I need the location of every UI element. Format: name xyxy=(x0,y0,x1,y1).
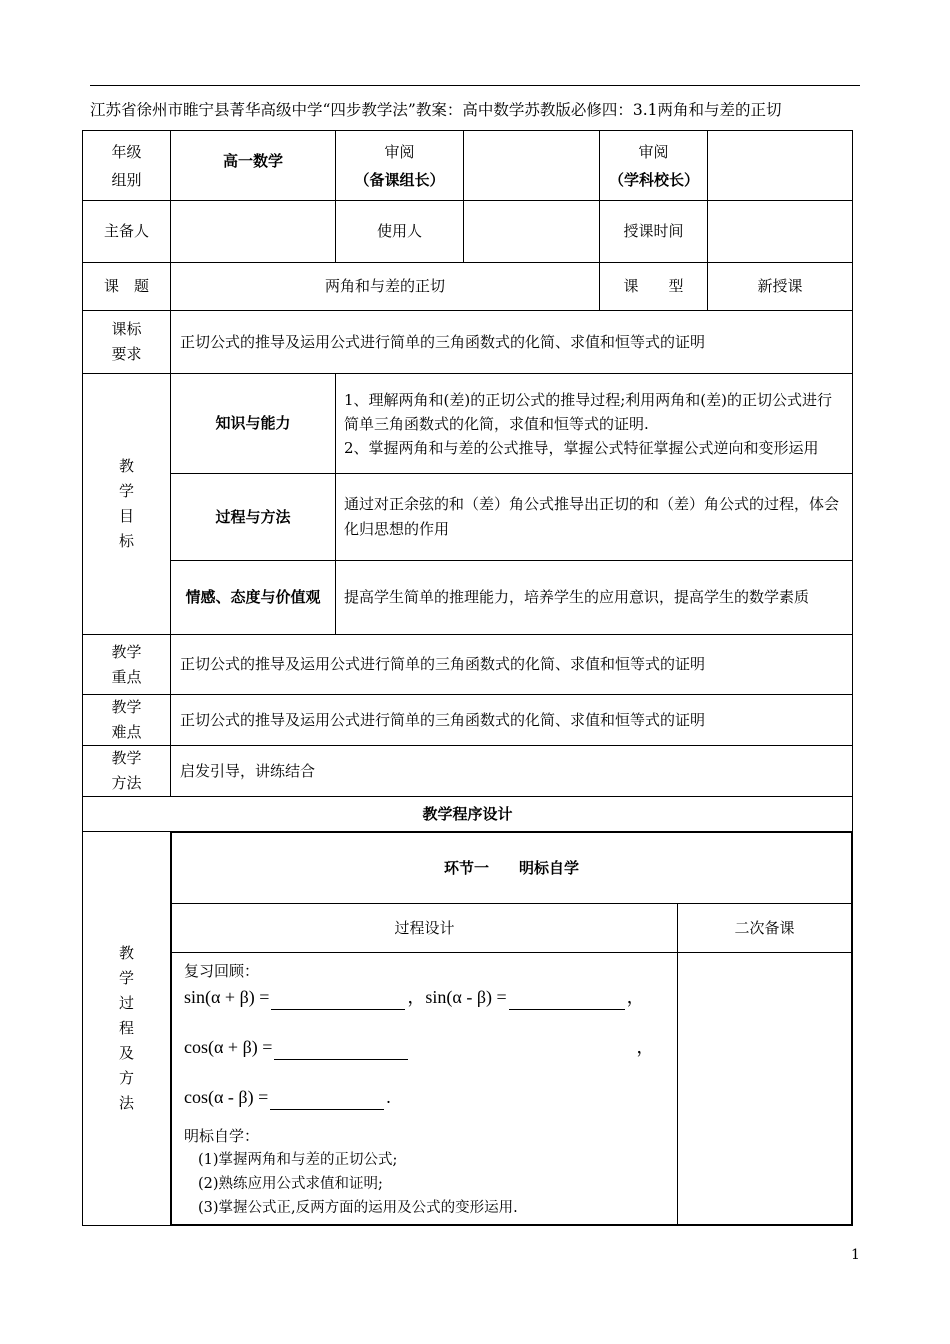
formula-cos-minus: cos(α - β) = xyxy=(184,1086,269,1107)
review2-sub: （学科校长） xyxy=(609,170,700,189)
blank-cos-plus[interactable] xyxy=(274,1041,408,1060)
key-point-row xyxy=(83,635,853,695)
process-label-char: 方 xyxy=(118,1069,134,1087)
difficulty-value: 正切公式的推导及运用公式进行简单的三角函数式的化简、求值和恒等式的证明 xyxy=(171,695,853,746)
study-step: (1)掌握两角和与差的正切公式; xyxy=(198,1151,398,1168)
goal-text-process: 通过对正余弦的和（差）角公式推导出正切的和（差）角公式的过程，体会化归思想的作用 xyxy=(336,474,853,561)
grade-label-line2: 组别 xyxy=(111,170,142,189)
process-label-char: 学 xyxy=(118,969,134,987)
review1-label: 审阅 xyxy=(384,142,415,161)
formula-sin-plus: sin(α + β) = xyxy=(184,986,270,1007)
standard-label-line2: 要求 xyxy=(111,345,142,363)
process-label-char: 及 xyxy=(118,1044,134,1062)
blank-sin-minus[interactable] xyxy=(509,991,625,1010)
document-header: 江苏省徐州市睢宁县菁华高级中学“四步教学法”教案：高中数学苏教版必修四：3.1两角和与差的正切 xyxy=(90,101,782,119)
study-step: (2)熟练应用公式求值和证明; xyxy=(198,1175,383,1192)
user-label: 使用人 xyxy=(336,201,464,263)
type-value: 新授课 xyxy=(708,263,853,311)
author-value[interactable] xyxy=(171,201,336,263)
goal-name-emotion: 情感、态度与价值观 xyxy=(171,561,336,635)
standard-row xyxy=(83,311,853,374)
formula-sin-row: sin(α + β) = ， sin(α - β) = ， xyxy=(184,982,667,1010)
col-second-header: 二次备课 xyxy=(678,904,852,953)
goal-knowledge-line1: 1、理解两角和(差)的正切公式的推导过程;利用两角和(差)的正切公式进行简单三角函数式的化简，求值和恒等式的证明. xyxy=(344,390,833,433)
grade-label-cell xyxy=(83,131,171,201)
goals-label-char: 教 xyxy=(118,457,134,475)
info-row-2 xyxy=(83,201,853,263)
key-point-value: 正切公式的推导及运用公式进行简单的三角函数式的化简、求值和恒等式的证明 xyxy=(171,635,853,695)
second-prep-content[interactable] xyxy=(678,953,852,1225)
difficulty-label xyxy=(83,695,171,746)
difficulty-label-line2: 难点 xyxy=(111,723,142,741)
goal-row-2 xyxy=(83,474,853,561)
goals-label xyxy=(83,374,171,635)
info-row-3 xyxy=(83,263,853,311)
topic-label: 课 题 xyxy=(83,263,171,311)
review1-value[interactable] xyxy=(464,131,600,201)
goal-title: 明标自学： xyxy=(184,1126,260,1145)
standard-value: 正切公式的推导及运用公式进行简单的三角函数式的化简、求值和恒等式的证明 xyxy=(171,311,853,374)
grade-label-line1: 年级 xyxy=(111,142,142,161)
review2-cell xyxy=(600,131,708,201)
review1-cell xyxy=(336,131,464,201)
info-row-1 xyxy=(83,131,853,201)
goal-knowledge-line2: 2、掌握两角和与差的公式推导，掌握公式特征掌握公式逆向和变形运用 xyxy=(344,438,819,457)
method-value: 启发引导，讲练结合 xyxy=(171,746,853,797)
formula-cos-plus-row xyxy=(184,1010,667,1060)
col-design-header: 过程设计 xyxy=(172,904,678,953)
method-label-line1: 教学 xyxy=(111,749,142,767)
user-value[interactable] xyxy=(464,201,600,263)
grade-value: 高一数学 xyxy=(171,131,336,201)
review1-sub: （备课组长） xyxy=(354,170,445,189)
goal-text-emotion: 提高学生简单的推理能力，培养学生的应用意识，提高学生的数学素质 xyxy=(336,561,853,635)
lesson-plan-table xyxy=(82,130,853,1226)
standard-label-line1: 课标 xyxy=(111,320,142,338)
process-label-char: 教 xyxy=(118,944,134,962)
review2-value[interactable] xyxy=(708,131,853,201)
formula-comma: ， xyxy=(636,1036,655,1057)
topic-value: 两角和与差的正切 xyxy=(171,263,600,311)
method-label xyxy=(83,746,171,797)
difficulty-row xyxy=(83,695,853,746)
process-content xyxy=(171,832,853,1226)
method-label-line2: 方法 xyxy=(111,774,142,792)
formula-sin-minus: sin(α - β) = xyxy=(425,986,507,1007)
process-inner-table xyxy=(171,832,852,1225)
process-label-char: 过 xyxy=(118,994,134,1012)
key-point-label-line2: 重点 xyxy=(111,667,142,686)
goals-label-char: 标 xyxy=(118,532,134,550)
goals-label-char: 目 xyxy=(118,507,134,525)
difficulty-label-line1: 教学 xyxy=(111,698,142,716)
time-label: 授课时间 xyxy=(600,201,708,263)
key-point-label xyxy=(83,635,171,695)
program-title: 教学程序设计 xyxy=(83,797,853,832)
author-label: 主备人 xyxy=(83,201,171,263)
goal-name-knowledge: 知识与能力 xyxy=(171,374,336,474)
key-point-label-line1: 教学 xyxy=(111,642,142,661)
goal-text-knowledge xyxy=(336,374,853,474)
program-title-row xyxy=(83,797,853,832)
goals-label-char: 学 xyxy=(118,482,134,500)
goal-row-1 xyxy=(83,374,853,474)
study-step: (3)掌握公式正,反两方面的运用及公式的变形运用. xyxy=(198,1199,518,1216)
review-title: 复习回顾： xyxy=(184,961,260,980)
type-label: 课 型 xyxy=(600,263,708,311)
formula-cos-minus-row: cos(α - β) = . xyxy=(184,1060,667,1110)
page-number: 1 xyxy=(851,1247,860,1263)
stage-title: 环节一 明标自学 xyxy=(172,833,852,904)
process-row xyxy=(83,832,853,1226)
method-row xyxy=(83,746,853,797)
goal-row-3 xyxy=(83,561,853,635)
process-label-char: 法 xyxy=(118,1094,134,1112)
blank-cos-minus[interactable] xyxy=(270,1091,384,1110)
goal-name-process: 过程与方法 xyxy=(171,474,336,561)
header-rule xyxy=(90,85,860,86)
process-label-char: 程 xyxy=(118,1019,134,1037)
process-label xyxy=(83,832,171,1226)
formula-cos-plus: cos(α + β) = xyxy=(184,1036,273,1057)
standard-label xyxy=(83,311,171,374)
design-content xyxy=(172,953,678,1225)
blank-sin-plus[interactable] xyxy=(271,991,405,1010)
review2-label: 审阅 xyxy=(638,142,669,161)
time-value[interactable] xyxy=(708,201,853,263)
